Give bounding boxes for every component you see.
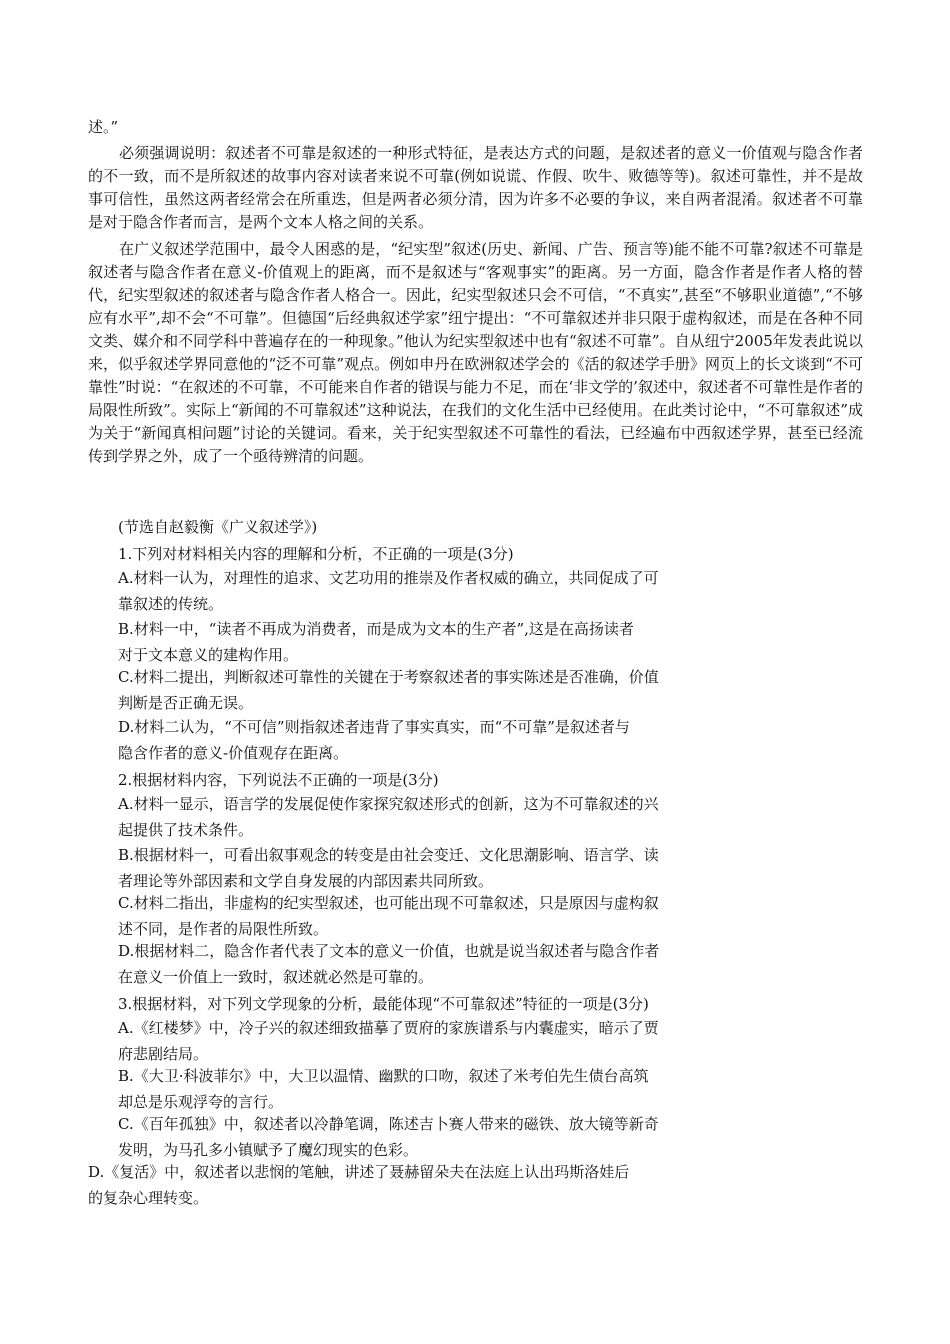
option-line: 起提供了技术条件。 xyxy=(118,821,254,839)
question-2-option-d xyxy=(118,938,659,990)
option-line: A.材料一显示，语言学的发展促使作家探究叙述形式的创新，这为不可靠叙述的兴 xyxy=(118,795,659,813)
question-3-option-a xyxy=(118,1015,659,1067)
option-line: C.《百年孤独》中，叙述者以冷静笔调，陈述吉卜赛人带来的磁铁、放大镜等新奇 xyxy=(118,1115,659,1133)
option-line: 府悲剧结局。 xyxy=(118,1045,209,1063)
question-1-option-a xyxy=(118,565,659,617)
option-line: B.《大卫·科波菲尔》中，大卫以温情、幽默的口吻，叙述了米考伯先生债台高筑 xyxy=(118,1067,649,1085)
option-line: C.材料二提出，判断叙述可靠性的关键在于考察叙述者的事实陈述是否准确，价值 xyxy=(118,668,659,686)
option-line: 发明，为马孔多小镇赋予了魔幻现实的色彩。 xyxy=(118,1141,419,1159)
option-line: 却总是乐观浮夸的言行。 xyxy=(118,1093,284,1111)
option-line: D.材料二认为，“不可信”则指叙述者违背了事实真实，而“不可靠”是叙述者与 xyxy=(118,718,630,736)
option-line: D.《复活》中，叙述者以悲悯的笔触，讲述了聂赫留朵夫在法庭上认出玛斯洛娃后 xyxy=(88,1163,630,1181)
question-2-option-a xyxy=(118,791,659,843)
option-line: C.材料二指出，非虚构的纪实型叙述，也可能出现不可靠叙述，只是原因与虚构叙 xyxy=(118,894,659,912)
option-line: 判断是否正确无误。 xyxy=(118,694,254,712)
question-3-option-c xyxy=(118,1111,659,1163)
option-line: 述不同，是作者的局限性所致。 xyxy=(118,920,329,938)
question-1-stem: 1.下列对材料相关内容的理解和分析，不正确的一项是(3分) xyxy=(118,545,514,563)
option-line: B.材料一中，“读者不再成为消费者，而是成为文本的生产者”,这是在高扬读者 xyxy=(118,620,634,638)
option-line: D.根据材料二，隐含作者代表了文本的意义一价值，也就是说当叙述者与隐含作者 xyxy=(118,942,660,960)
question-2-stem: 2.根据材料内容，下列说法不正确的一项是(3分) xyxy=(118,771,439,789)
option-line: 在意义一价值上一致时，叙述就必然是可靠的。 xyxy=(118,968,434,986)
question-3-stem: 3.根据材料，对下列文学现象的分析，最能体现“不可靠叙述”特征的一项是(3分) xyxy=(118,995,649,1013)
question-2-option-b xyxy=(118,842,659,894)
paragraph-1: 必须强调说明：叙述者不可靠是叙述的一种形式特征，是表达方式的问题，是叙述者的意义一价值观与隐含作者的不一致，而不是所叙述的故事内容对读者来说不可靠(例如说谎、作假、吹牛、败德等等)。叙述可靠性，并不是故事可信性，虽然这两者经常会在所重迭，但是两者必须分清，因为许多不必要的争议，来自两者混淆。叙述者不可靠是对于隐含作者而言，是两个文本人格之间的关系。 xyxy=(88,144,863,231)
question-1-option-b xyxy=(118,616,634,668)
question-3-option-d xyxy=(88,1159,629,1211)
option-line: A.材料一认为，对理性的追求、文艺功用的推崇及作者权威的确立，共同促成了可 xyxy=(118,569,659,587)
source-citation: (节选自赵毅衡《广义叙述学》) xyxy=(118,518,318,536)
option-line: 靠叙述的传统。 xyxy=(118,595,224,613)
question-2-option-c xyxy=(118,890,659,942)
option-line: 隐含作者的意义-价值观存在距离。 xyxy=(118,744,349,762)
paragraph-2: 在广义叙述学范围中，最令人困惑的是，“纪实型”叙述(历史、新闻、广告、预言等)能不能不可靠?叙述不可靠是叙述者与隐含作者在意义-价值观上的距离，而不是叙述与“客观事实”的距离。另一方面，隐含作者是作者人格的替代，纪实型叙述的叙述者与隐含作者人格合一。因此，纪实型叙述只会不可信，“不真实”,甚至“不够职业道德”,“不够应有水平”,却不会“不可靠”。但德国“后经典叙述学家”纽宁提出：“不可靠叙述并非只限于虚构叙述，而是在各种不同文类、媒介和不同学科中普遍存在的一种现象。”他认为纪实型叙述中也有“叙述不可靠”。自从纽宁2005年发表此说以来，似乎叙述学界同意他的“泛不可靠”观点。例如申丹在欧洲叙述学会的《活的叙述学手册》网页上的长文谈到“不可靠性”时说：“在叙述的不可靠，不可能来自作者的错误与能力不足，而在‘非文学的’叙述中，叙述者不可靠性是作者的局限性所致”。实际上“新闻的不可靠叙述”这种说法，在我们的文化生活中已经使用。在此类讨论中，“不可靠叙述”成为关于“新闻真相问题”讨论的关键词。看来，关于纪实型叙述不可靠性的看法，已经遍布中西叙述学界，甚至已经流传到学界之外，成了一个亟待辨清的问题。 xyxy=(88,240,863,465)
question-3-option-b xyxy=(118,1063,649,1115)
question-1-option-d xyxy=(118,714,630,766)
option-line: 对于文本意义的建构作用。 xyxy=(118,646,299,664)
option-line: A.《红楼梦》中，冷子兴的叙述细致描摹了贾府的家族谱系与内囊虚实，暗示了贾 xyxy=(118,1019,659,1037)
question-1-option-c xyxy=(118,664,659,716)
option-line: B.根据材料一，可看出叙事观念的转变是由社会变迁、文化思潮影响、语言学、读 xyxy=(118,846,659,864)
option-line: 者理论等外部因素和文学自身发展的内部因素共同所致。 xyxy=(118,872,494,890)
option-line: 的复杂心理转变。 xyxy=(88,1189,209,1207)
intro-tail: 述。” xyxy=(88,118,119,136)
